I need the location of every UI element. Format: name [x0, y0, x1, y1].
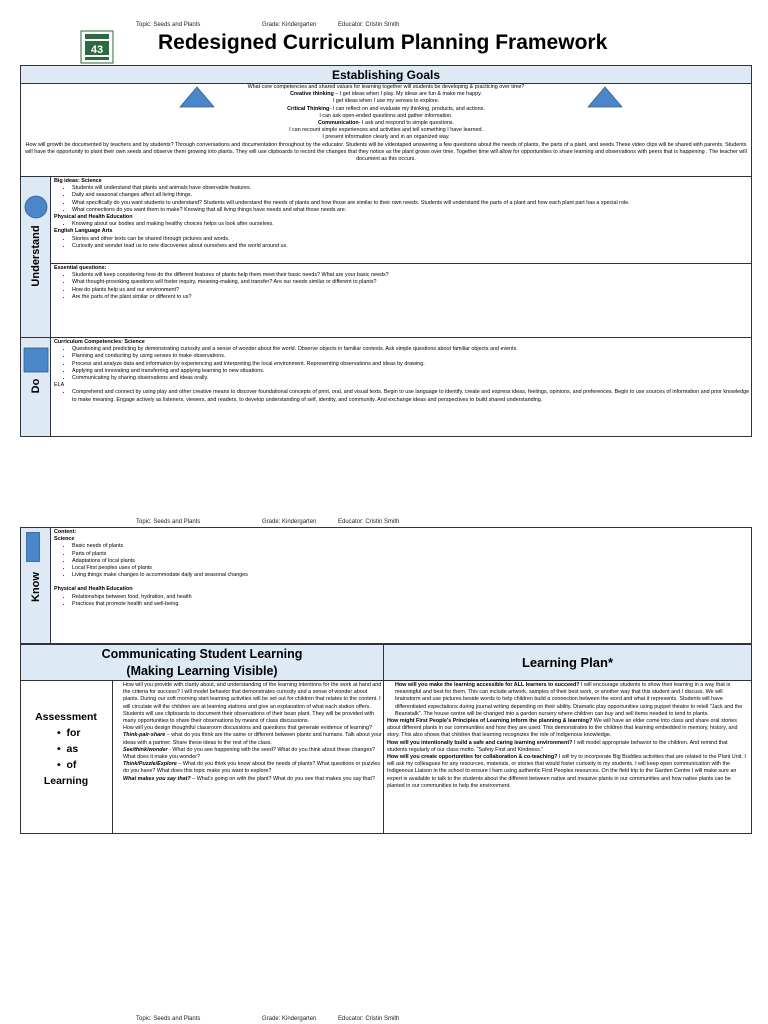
list-item: • What specifically do you want students to understand? Students will understand the needs of plants and how those are similar to their own needs. Students will understand the parts of a plant and how each plant part has a special role.: [72, 200, 750, 207]
content-label: Content:: [54, 529, 77, 535]
know-section: [20, 527, 752, 644]
goals-communication: Communication- I ask and respond to simple questions.: [317, 120, 455, 127]
list-item: • Process and analyze data and information by experiencing and interpreting the local environment. Representing observations and ideas by drawing.: [72, 361, 750, 368]
goals-recount: I can recount simple experiences and activities and tell something I have learned.: [289, 127, 483, 134]
assessment-title: Assessment: [35, 711, 97, 723]
safe-environment-paragraph: How will you intentionally build a safe and caring learning environment? I will model appropriate behavior to the children. And remind that students regularly of our class motto. “Safety First and Kindness.”: [387, 739, 728, 753]
collaboration-paragraph: How will you create opportunities for collaboration & co-teaching? I will try to incorporate Big Buddies activities that are related to the Plant Unit. I will ask my colleagues for any resources, materials, or stories that would foster curiosity in my students. I will keep open communication with the Indigenous Liaison in the school to ensure I ham using authentic First Peoples resources. On the field trip to the Garden Centre I will make sure an expert is available to talk to the students about the different between native and invasive plants in our communities and how native plants can be planted in our communities to help the environment.: [387, 754, 746, 789]
list-item: • Communicating by sharing observations and ideas orally.: [72, 375, 750, 382]
rectangle-icon: [26, 532, 40, 562]
phe-label: Physical and Health Education: [54, 214, 133, 221]
list-item: • Basic needs of plants: [72, 543, 750, 550]
what-makes-you-say: What makes you say that? – What’s going on with the plant? What do you see that makes you say that?: [123, 775, 375, 782]
do-label: Do: [30, 378, 42, 394]
learning-plan-content: [387, 682, 749, 832]
understand-section: [20, 176, 752, 338]
do-ela-label: ELA: [54, 382, 65, 389]
communicating-heading-line2: (Making Learning Visible): [126, 664, 278, 678]
list-item: • Stories and other texts can be shared through pictures and words.: [72, 236, 750, 243]
assessment-item-of: • of: [57, 759, 77, 771]
know-content: [54, 529, 750, 642]
page2-header-grade: Grade: Kindergarten: [262, 519, 317, 525]
list-item: • How will you make the learning accessible for ALL learners to succeed? I will encourage students to show their learning in a way that is meaningful and best for them. This can include artwork, samples of their best work, or another way that this student and I discuss. We will brainstorm and use pictures beside words to help children build a connection between the word and what it represents. Students will have differentiated expectations during journal writing depending on their ability. Dramatic play opportunities using puppet theatre to retell "Jack and the Beanstalk". The house centre will be changed into a garden nursery where children can buy and sell items needed to tend to plants.: [395, 682, 749, 718]
assessment-item-as: • as: [57, 743, 79, 755]
list-item: • Students will understand that plants and animals have observable features.: [72, 185, 750, 192]
list-item: • Applying and innovating and transferring and applying learning to new situations.: [72, 368, 750, 375]
assessment-column: [21, 681, 113, 833]
list-item: • Parts of plants: [72, 551, 750, 558]
communicating-section: [20, 644, 384, 834]
list-item: • Questioning and predicting by demonstrating curiosity and a sense of wonder about the world. Observe objects in familiar contexts. Ask simple questions about familiar objects and events.: [72, 346, 750, 353]
goals-senses: I get ideas when I use my senses to explore.: [332, 98, 440, 105]
list-item: • Students will use clipboards to document their observations of their bean plant. They will be provided with many opportunities to share their observations by means of class discussions.: [123, 711, 383, 725]
learning-plan-section: [383, 644, 752, 834]
list-item: • How will you design thoughtful classroom discussions and questions that generate evidence of learning? Think-pair-share – what do you think are the same or different between plants and humans. Talk about your ideas with a partner. Share these ideas to the rest of the class.: [123, 725, 383, 747]
science-label: Science: [54, 536, 75, 543]
goals-present: I present information clearly and in an organized way.: [322, 134, 450, 141]
do-section: [20, 337, 752, 437]
know-phe-label: Physical and Health Education: [54, 586, 133, 593]
district-logo: [80, 30, 114, 64]
ela-label: English Language Arts: [54, 228, 113, 235]
competencies-label: Curriculum Competencies: Science: [54, 339, 145, 345]
essential-label: Essential questions:: [54, 265, 107, 271]
think-puzzle-explore: Think/Puzzle/Explore – What do you think you know about the needs of plants? What questions or puzzles do you have? What does this topic make you want to explore?: [123, 761, 381, 775]
understand-big-ideas: [54, 178, 750, 263]
goals-heading: Establishing Goals: [21, 66, 751, 84]
list-item: • Daily and seasonal changes affect all living things.: [72, 192, 750, 199]
do-content: [54, 339, 750, 435]
list-item: • Are the parts of the plant similar or different to us?: [72, 294, 750, 301]
assessment-last: Learning: [43, 775, 89, 787]
page-title: Redesigned Curriculum Planning Framework: [158, 31, 608, 54]
first-peoples-paragraph: How might First People’s Principles of Learning inform the planning & learning? We will have an elder come into class and share oral stories about different plants in our communities and how they are used. This demonstrates to the children that learning embedded in memory, history, and story. This also shows that children that learning recognizes the role of Indigenous knowledge.: [387, 718, 738, 739]
logo-number: 43: [90, 44, 104, 56]
big-ideas-label: Big ideas: Science: [54, 178, 102, 184]
list-item: • How do plants help us and our environment?: [72, 287, 750, 294]
understand-label: Understand: [30, 225, 42, 287]
list-item: • Comprehend and connect by using play and other creative means to discover foundational concepts of print, oral, and visual texts. Begin to use language to identify, create and express ideas, feelings, opinions, and preferences. Begin to use sources of information and prior knowledge to make meaning. Engage actively as listeners, viewers, and readers, to develop understanding of self, identity, and community. And exchange ideas and perspectives to build shared understanding.: [72, 389, 750, 403]
page-header-grade: Grade: Kindergarten: [262, 22, 317, 28]
do-sidebar: [21, 338, 51, 436]
goals-section: [20, 65, 752, 177]
goals-growth: How will growth be documented by teachers and by students? Through conversations and documentation throughout by the educator. Students will be videotaped answering a few questions about the needs of plants, the parts of a plant, and seeds.These video clips will be shared with parents. Students will have the opportunity to plant their own seeds and observe them growing into plants. They will use clipboards to record the changes that they notice as the plant grows over time. Together time will allow for opportunities to share learning and observations with peers that is happening . The teacher will document as this occurs.: [25, 141, 747, 163]
list-item: • Relationships between food, hydration, and health: [72, 594, 750, 601]
page3-header-topic: Topic: Seeds and Plants: [136, 1016, 201, 1022]
list-item: • Adaptations of local plants: [72, 558, 750, 565]
list-item: • What thought-provoking questions will foster inquiry, meaning-making, and transfer? Are our needs similar or different to plants?: [72, 279, 750, 286]
understand-sidebar: [21, 177, 51, 337]
assessment-item-for: • for: [57, 727, 81, 739]
list-item: • How will you provide with clarity about, and understanding of the learning intentions for the work at hand and the criteria for success? I will model behavior that demonstrates curiosity and a sense of wonder about plants. During our soft morning start learning activities will be set out for children that relates to the content. I will circulate will the children are at learning stations and give an explanation of what each station offers.: [123, 682, 383, 711]
page3-header-educator: Educator: Cristin Smith: [338, 1016, 400, 1022]
goals-critical: Critical Thinking- I can reflect on and evaluate my thinking, products, and actions.: [287, 105, 485, 112]
list-item: • What connections do you want them to make? Knowing that all living things have needs and what those needs are.: [72, 207, 750, 214]
list-item: • Knowing about our bodies and making healthy choices helps us look after ourselves.: [72, 221, 750, 228]
know-label: Know: [30, 572, 42, 602]
see-think-wonder: See/think/wonder - What do you see happening with the seed? What do you think about these changes? What does it make you wonder?: [123, 746, 376, 761]
goals-questions: I can ask open-ended questions and gather information.: [319, 112, 453, 119]
communicating-heading: [21, 645, 383, 681]
communicating-heading-line1: Communicating Student Learning: [101, 647, 303, 661]
list-item: • Curiosity and wonder lead us to new discoveries about ourselves and the world around us.: [72, 243, 750, 250]
learning-plan-heading: Learning Plan*: [384, 645, 751, 681]
page2-header-educator: Educator: Cristin Smith: [338, 519, 400, 525]
communicating-content: [115, 682, 383, 832]
page-header-educator: Educator: Cristin Smith: [338, 22, 400, 28]
list-item: • Students will keep considering how do the different features of plants help them meet their basic needs? What are your basic needs?: [72, 272, 750, 279]
understand-essential: [54, 265, 750, 335]
list-item: • Local First peoples uses of plants: [72, 565, 750, 572]
page-header-topic: Topic: Seeds and Plants: [136, 22, 201, 28]
know-sidebar: [21, 528, 51, 643]
page2-header-topic: Topic: Seeds and Plants: [136, 519, 201, 525]
goals-intro: What core competencies and shared values for learning together will students be developing & practicing over time?: [247, 84, 525, 90]
goals-creative: Creative thinking – I get ideas when I play. My ideas are fun & make me happy.: [290, 91, 482, 98]
page3-header-grade: Grade: Kindergarten: [262, 1016, 317, 1022]
list-item: • Planning and conducting by using senses to make observations.: [72, 353, 750, 360]
list-item: • Living things make changes to accommodate daily and seasonal changes: [72, 572, 750, 579]
list-item: • Practices that promote health and well-being: [72, 601, 750, 608]
divider: [51, 263, 751, 264]
